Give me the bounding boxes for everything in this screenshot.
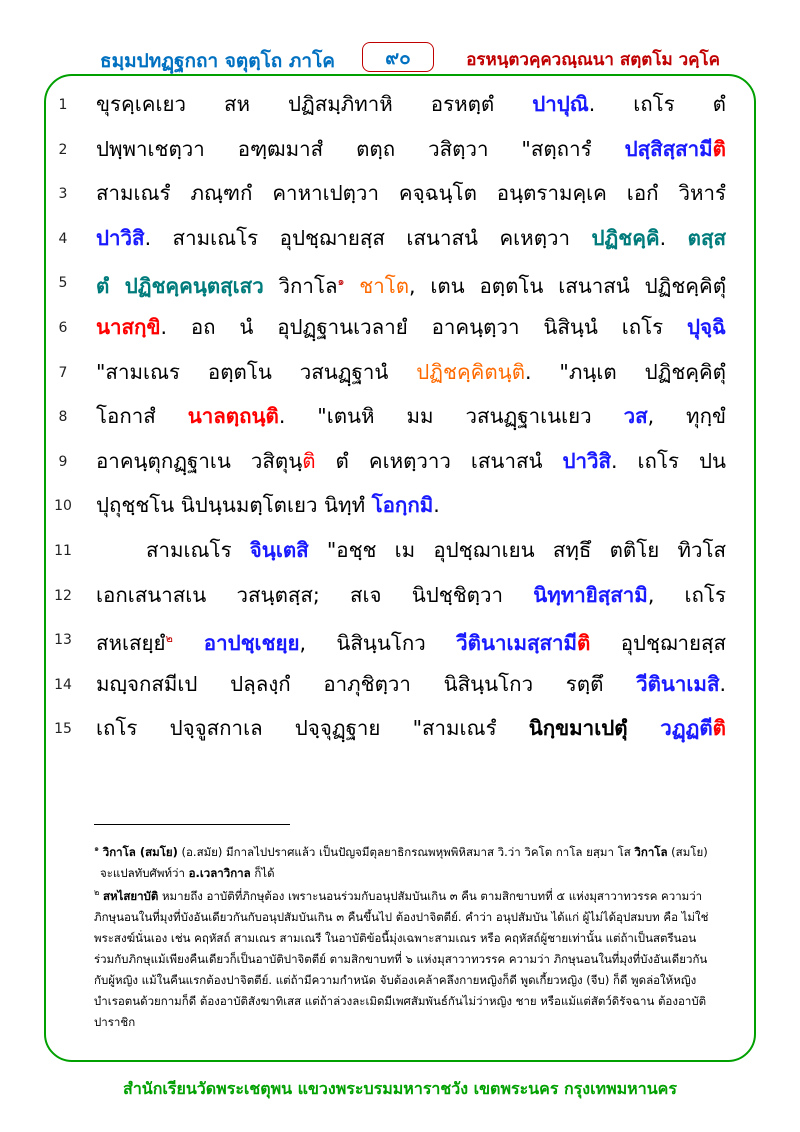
text-segment: , เถโร bbox=[647, 582, 726, 607]
text-segment: ติ bbox=[712, 716, 726, 741]
text-segment: นาลตฺถนฺติ bbox=[187, 404, 279, 429]
line-text bbox=[96, 216, 726, 260]
line-number: 5 bbox=[58, 275, 68, 292]
line-text bbox=[96, 350, 726, 394]
line-number: 10 bbox=[54, 498, 72, 515]
text-line bbox=[0, 216, 800, 260]
line-text bbox=[96, 82, 726, 126]
footnote-2-line bbox=[94, 949, 726, 970]
footnote-ref[interactable]: ๒ bbox=[165, 632, 173, 646]
text-segment: ติ bbox=[712, 136, 726, 161]
header-left-title: ธมฺมปทฏฺฐกถา จตุตฺโถ ภาโค bbox=[100, 50, 336, 72]
line-number: 12 bbox=[54, 587, 72, 604]
line-text bbox=[96, 573, 726, 617]
footnote-1-line-1 bbox=[94, 838, 726, 863]
text-line bbox=[0, 528, 800, 572]
footnote-2-text: ร่วมกับภิกษุแม้เพียงคืนเดียวก็เป็นอาบัติปาจิตตีย์ ตามสิกขาบทที่ ๖ แห่งมุสาวาทวรรค ความว่า ภิกษุนอนในที่มุงที่บังอันเดียวกัน bbox=[94, 951, 708, 966]
text-segment: ปุถุชฺชโน นิปนฺนมตฺโตเยว นิทฺทํ bbox=[96, 493, 372, 518]
text-segment: สามเณรํ ภณฺฑกํ คาหาเปตฺวา คจฺฉนฺโต อนฺตรามคฺเค เอกํ วิหารํ bbox=[96, 181, 726, 206]
footnote-2-text: ภิกษุนอนในที่มุงที่บังอันเดียวกันกับอนุปสัมบันเกิน ๓ คืนขึ้นไป ต้องปาจิตตีย์. คำว่า อนุปสัมบัน ได้แก่ ผู้ไม่ได้อุปสมบท คือ ไม่ใช่ bbox=[94, 909, 709, 924]
line-text bbox=[96, 439, 726, 483]
line-text bbox=[96, 171, 726, 215]
text-line bbox=[0, 394, 800, 438]
text-line bbox=[0, 617, 800, 661]
footnote-2-text: บำเรอตนด้วยกามก็ดี ต้องอาบัติสังฆาทิเสส แต่ถ้าล่วงละเมิดมีเพศสัมพันธ์กันไม่ว่าหญิง ชาย หรือแม้แต่สัตว์ดิรัจฉาน ต้องอาบัติ bbox=[94, 993, 707, 1008]
text-segment: โอกาสํ bbox=[96, 404, 188, 429]
text-segment: อาปชฺเชยฺย bbox=[172, 631, 300, 656]
text-segment: นิกฺขมาเปตุํ bbox=[528, 716, 628, 741]
text-segment: . สามเณโร อุปชฺฌายสฺส เสนาสนํ คเหตฺวา bbox=[144, 225, 592, 250]
footnote-2-text: หมายถึง อาบัติที่ภิกษุต้อง เพราะนอนร่วมกับอนุปสัมบันเกิน ๓ คืน ตามสิกขาบทที่ ๕ แห่งมุสาวาทวรรค ความว่า bbox=[158, 888, 703, 903]
line-number: 15 bbox=[54, 721, 72, 738]
text-segment: . bbox=[659, 225, 688, 250]
text-line bbox=[0, 706, 800, 750]
line-number: 8 bbox=[58, 409, 68, 426]
footnote-2-mark: ๒ bbox=[94, 888, 100, 897]
line-text bbox=[96, 305, 726, 349]
text-segment: เถโร ปจฺจูสกาเล ปจฺจุฏฺฐาย "สามเณรํ bbox=[96, 716, 529, 741]
text-line bbox=[0, 82, 800, 126]
line-text bbox=[96, 706, 726, 750]
line-number: 2 bbox=[58, 141, 68, 158]
footnote-1-line-2-pre: จะแปลทับศัพท์ว่า bbox=[100, 865, 189, 880]
footnote-2-line bbox=[94, 907, 726, 928]
text-segment: , ทุกฺขํ bbox=[647, 404, 726, 429]
line-text bbox=[146, 528, 726, 572]
text-segment: วีตินาเมสฺสามี bbox=[456, 631, 578, 656]
text-line bbox=[0, 483, 800, 527]
text-segment: วส bbox=[623, 404, 648, 429]
line-number: 7 bbox=[58, 364, 68, 381]
footnote-ref[interactable]: ๑ bbox=[337, 275, 345, 289]
footnote-1-text: (อ.สมัย) มีกาลไปปราศแล้ว เป็นปัญจมีตุลยาธิกรณพหุพพิหิสมาส วิ.ว่า วิคโต กาโล ยสฺมา โส bbox=[177, 844, 635, 859]
footnote-1-term-2: วิกาโล bbox=[634, 844, 668, 859]
text-line bbox=[0, 439, 800, 483]
line-number: 1 bbox=[58, 97, 68, 113]
text-segment: . "เตนหิ มม วสนฏฺฐาเนเยว bbox=[278, 404, 624, 429]
line-number: 9 bbox=[58, 453, 68, 470]
footnote-2-line bbox=[94, 882, 726, 907]
text-segment: อุปชฺฌายสฺส bbox=[590, 631, 726, 656]
text-segment: "สามเณร อตฺตโน วสนฏฺฐานํ bbox=[96, 359, 417, 384]
footnote-1-text-2: (สมโย) bbox=[667, 844, 708, 859]
text-segment: ตสฺส bbox=[687, 225, 726, 250]
text-segment: นิทฺทายิสฺสามิ bbox=[533, 582, 648, 607]
text-line bbox=[0, 260, 800, 304]
footnote-rule bbox=[94, 824, 290, 825]
text-segment: ติ bbox=[302, 448, 316, 473]
footnote-2-line bbox=[94, 928, 726, 949]
text-segment: มญฺจกสมีเป ปลฺลงฺกํ อาภุชิตฺวา นิสินฺนโกว รตฺตึ bbox=[96, 671, 637, 696]
text-segment: ตํ ปฏิชคฺคนฺตสฺเสว bbox=[96, 274, 264, 299]
text-segment: . bbox=[719, 671, 726, 696]
line-text bbox=[96, 260, 726, 308]
footnote-1 bbox=[94, 838, 726, 884]
text-segment: อาคนฺตุกฏฺฐาเน วสิตุนฺ bbox=[96, 448, 303, 473]
line-number: 13 bbox=[54, 632, 72, 649]
line-number: 14 bbox=[54, 676, 72, 693]
text-line bbox=[0, 127, 800, 171]
footnote-1-mark: ๑ bbox=[94, 844, 100, 853]
line-text bbox=[96, 127, 726, 171]
text-segment: ปาปุณิ bbox=[532, 92, 589, 116]
page-footer: สำนักเรียนวัดพระเชตุพน แขวงพระบรมมหาราชวัง เขตพระนคร กรุงเทพมหานคร bbox=[123, 1079, 677, 1098]
text-segment: สหเสยฺยํ bbox=[96, 631, 166, 656]
text-segment: เอกเสนาสเน วสนฺตสฺส; สเจ นิปชฺชิตฺวา bbox=[96, 582, 534, 607]
text-line bbox=[0, 171, 800, 215]
text-line bbox=[0, 350, 800, 394]
line-number: 3 bbox=[58, 186, 68, 203]
text-segment: ปาวิสิ bbox=[96, 225, 145, 250]
text-line bbox=[0, 662, 800, 706]
text-segment: ติ bbox=[577, 631, 591, 656]
text-segment: . เถโร ปน bbox=[611, 448, 726, 473]
line-number: 11 bbox=[54, 543, 72, 559]
footnote-2-text: ปาราชิก bbox=[94, 1014, 136, 1029]
text-segment: ขุรคฺเคเยว สห ปฏิสมฺภิทาหิ อรหตฺตํ bbox=[96, 92, 533, 116]
text-segment: ตํ คเหตฺวาว เสนาสนํ bbox=[315, 448, 563, 473]
line-text bbox=[96, 617, 726, 665]
footnote-2-text: กับผู้หญิง แม้ในคืนแรกต้องปาจิตตีย์. แต่ถ้ามีความกำหนัด จับต้องเคล้าคลึงกายหญิงก็ดี พูดเกี้ยวหญิง (จีบ) ก็ดี พูดล่อให้หญิง bbox=[94, 972, 697, 987]
line-text bbox=[96, 662, 726, 706]
footnote-1-line-2 bbox=[94, 863, 726, 884]
text-segment: , นิสินฺนโกว bbox=[299, 631, 457, 656]
footnote-2-term: สหไสยาบัติ bbox=[102, 888, 159, 903]
text-segment: , เตน อตฺตโน เสนาสนํ ปฏิชคฺคิตุํ bbox=[409, 274, 726, 299]
text-segment: "อชฺช เม อุปชฺฌาเยน สทฺธึ ตติโย ทิวโส bbox=[308, 538, 726, 562]
text-segment: ชาโต bbox=[344, 274, 410, 299]
line-number: 4 bbox=[58, 230, 68, 247]
text-segment: จินฺเตสิ bbox=[249, 538, 309, 562]
footnote-2-text: พระสงฆ์นั่นเอง เช่น คฤหัสถ์ สามเณร สามเณรี ในอาบัติข้อนี้มุ่งเฉพาะสามเณร หรือ คฤหัสถ์ผู้ชายเท่านั้น แต่ถ้าเป็นสตรีนอน bbox=[94, 930, 697, 945]
header-right-title: อรหนฺตวคฺควณฺณนา สตฺตโม วคฺโค bbox=[466, 50, 720, 70]
text-segment: ปฏิชคฺคิตนฺติ bbox=[416, 359, 526, 384]
text-segment: . อถ นํ อุปฏฺฐานเวลายํ อาคนฺตฺวา นิสินฺนํ เถโร bbox=[160, 315, 687, 339]
footnote-2-line bbox=[94, 1012, 726, 1033]
text-segment: สามเณโร bbox=[146, 538, 250, 562]
text-segment: นาสกฺขิ bbox=[96, 315, 161, 339]
text-segment: วฏฺฏตี bbox=[627, 716, 713, 741]
text-segment: ปุจฺฉิ bbox=[687, 315, 726, 339]
line-text bbox=[96, 483, 726, 527]
footnote-1-line-2-term: อ.เวลาวิกาล bbox=[188, 865, 251, 880]
line-number: 6 bbox=[58, 320, 68, 336]
text-line bbox=[0, 573, 800, 617]
text-segment: วีตินาเมสิ bbox=[636, 671, 720, 696]
text-segment: . "ภนฺเต ปฏิชคฺคิตุํ bbox=[525, 359, 726, 384]
text-segment: ปสฺสิสฺสามี bbox=[624, 136, 713, 161]
text-line bbox=[0, 305, 800, 349]
text-segment: วิกาโล bbox=[263, 274, 338, 299]
text-segment: ปพฺพาเชตฺวา อฑฺฒมาสํ ตตฺถ วสิตฺวา "สตฺถารํ bbox=[96, 136, 625, 161]
text-segment: ปาวิสิ bbox=[562, 448, 612, 473]
line-text bbox=[96, 394, 726, 438]
footnote-2 bbox=[94, 882, 726, 1033]
text-segment: โอกฺกมิ bbox=[371, 493, 434, 518]
footnote-1-line-2-post: ก็ได้ bbox=[250, 865, 275, 880]
text-segment: ปฏิชคฺคิ bbox=[591, 225, 660, 250]
text-segment: . bbox=[433, 493, 440, 518]
text-segment: . เถโร ตํ bbox=[588, 92, 726, 116]
footnote-2-line bbox=[94, 991, 726, 1012]
page-number: ๙๐ bbox=[362, 42, 434, 72]
footnote-2-line bbox=[94, 970, 726, 991]
footnote-1-term: วิกาโล (สมโย) bbox=[102, 844, 178, 859]
